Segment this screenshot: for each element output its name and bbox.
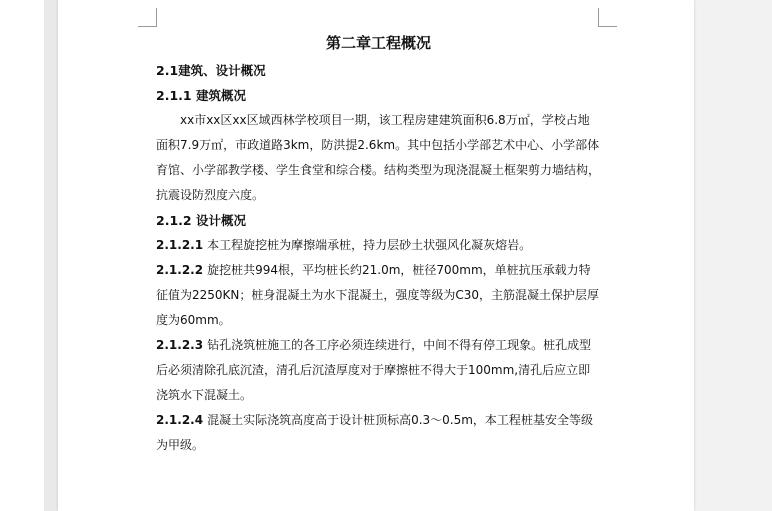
- section-heading-2-1-2: 2.1.2 设计概况: [156, 213, 246, 228]
- item-text: 本工程旋挖桩为摩擦端承桩，持力层砂土状强风化凝灰熔岩。: [207, 238, 532, 252]
- document-page: [58, 0, 694, 511]
- chapter-title: 第二章工程概况: [325, 34, 431, 52]
- left-gutter: [0, 0, 44, 511]
- overview-paragraph: xx市xx区xx区域西林学校项目一期，该工程房建建筑面积6.8万㎡，学校占地面积7.9万㎡，市政道路3km，防洪提2.6km。其中包括小学部艺术中心、小学部体育馆、小学部教学楼、学生食堂和综合楼。结构类型为现浇混凝土框架剪力墙结构，抗震设防烈度六度。: [156, 113, 601, 202]
- item-text: 旋挖桩共994根，平均桩长约21.0m，桩径700mm，单桩抗压承载力特征值为2250KN；桩身混凝土为水下混凝土，强度等级为C30，主筋混凝土保护层厚度为60mm。: [156, 263, 600, 327]
- item-number: 2.1.2.1: [156, 238, 204, 252]
- item-number: 2.1.2.2: [156, 263, 204, 277]
- item-text: 钻孔浇筑桩施工的各工序必须连续进行，中间不得有停工现象。桩孔成型后必须清除孔底沉渣，清孔后沉渣厚度对于摩擦桩不得大于100mm,清孔后应立即浇筑水下混凝土。: [156, 338, 592, 402]
- design-item-2: [156, 258, 601, 333]
- corner-crop-mark-top-left: [138, 8, 157, 27]
- design-item-1: [156, 233, 601, 258]
- design-item-3: [156, 333, 601, 408]
- item-number: 2.1.2.3: [156, 338, 204, 352]
- section-heading-2-1: 2.1建筑、设计概况: [156, 63, 266, 78]
- section-heading-2-1-1: 2.1.1 建筑概况: [156, 88, 246, 103]
- page-content: [156, 28, 601, 458]
- corner-crop-mark-top-right: [598, 8, 617, 27]
- item-number: 2.1.2.4: [156, 413, 204, 427]
- design-item-4: [156, 408, 601, 458]
- right-scroll-area[interactable]: [694, 0, 772, 511]
- item-text: 混凝土实际浇筑高度高于设计桩顶标高0.3～0.5m，本工程桩基安全等级为甲级。: [156, 413, 593, 452]
